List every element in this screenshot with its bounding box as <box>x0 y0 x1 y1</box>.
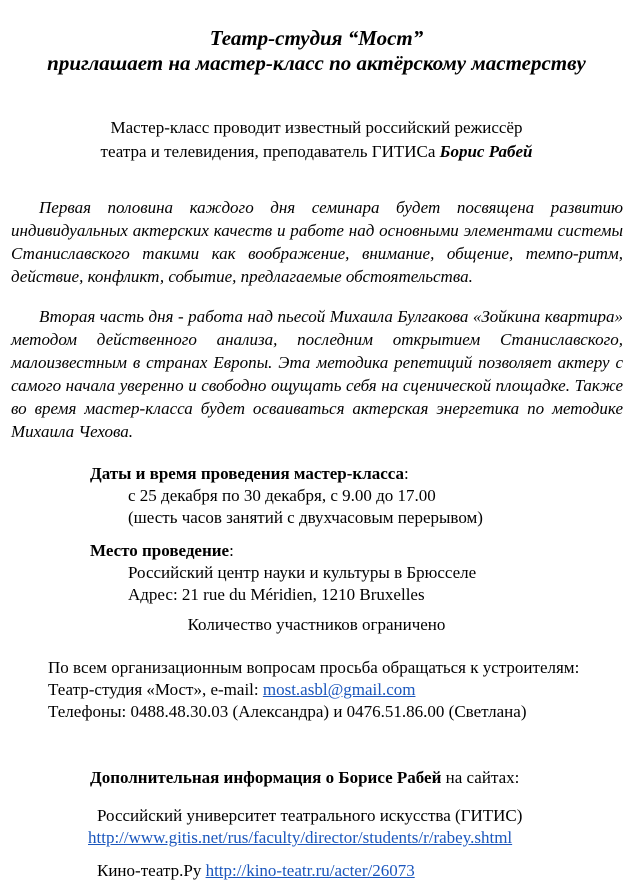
paragraph-first-half-of-day: Первая половина каждого дня семинара будет посвящена развитию индивидуальных актерских качеств и работе над основными элементами системы Станиславского такими как воображение, внимание, общение, темпо-ритм, действие, конфликт, событие, предлагаемые обстоятельства. <box>11 198 623 286</box>
more-info-heading-bold: Дополнительная информация о Борисе Рабей <box>90 768 442 787</box>
kino-teatr-site-name: Кино-театр.Ру <box>97 861 206 880</box>
venue-heading-line <box>90 540 633 562</box>
more-info-heading-regular: на сайтах: <box>441 768 520 787</box>
contacts-intro-line: По всем организационным вопросам просьба обращаться к устроителям: <box>48 658 580 677</box>
kino-teatr-site-block <box>97 860 633 882</box>
intro-line-1: Мастер-класс проводит известный российский режиссёр <box>110 118 523 137</box>
gitis-site-block <box>88 805 633 849</box>
title-line-1: Театр-студия “Мост” <box>209 26 424 50</box>
gitis-link[interactable]: http://www.gitis.net/rus/faculty/director/students/r/rabey.shtml <box>88 828 513 847</box>
contacts-phones-line: Телефоны: 0488.48.30.03 (Александра) и 0476.51.86.00 (Светлана) <box>48 702 527 721</box>
participants-note: Количество участников ограничено <box>187 615 446 634</box>
venue-heading-colon: : <box>229 541 234 560</box>
more-info-heading-line <box>90 767 633 789</box>
title-line-2: приглашает на мастер-класс по актёрскому мастерству <box>47 51 586 75</box>
presenter-intro <box>0 116 633 164</box>
gitis-link-line <box>88 827 633 849</box>
dates-detail-2: (шесть часов занятий с двухчасовым перерывом) <box>128 508 483 527</box>
venue-address: Адрес: 21 rue du Méridien, 1210 Bruxelles <box>128 585 425 604</box>
intro-line-2 <box>0 140 633 164</box>
email-link[interactable]: most.asbl@gmail.com <box>262 680 416 699</box>
dates-heading-line <box>90 463 633 485</box>
document-title <box>0 26 633 76</box>
venue-section <box>90 540 633 606</box>
gitis-site-name: Российский университет театрального искусства (ГИТИС) <box>97 806 523 825</box>
contacts-email-prefix: Театр-студия «Мост», e-mail: <box>48 680 263 699</box>
dates-detail-1: с 25 декабря по 30 декабря, с 9.00 до 17.00 <box>128 486 436 505</box>
dates-heading-colon: : <box>404 464 409 483</box>
presenter-name: Борис Рабей <box>439 142 533 161</box>
dates-section <box>90 463 633 529</box>
contacts-section <box>48 657 633 723</box>
paragraph-second-half-of-day: Вторая часть дня - работа над пьесой Михаила Булгакова «Зойкина квартира» методом действенного анализа, последним открытием Станиславского, малоизвестным в странах Европы. Эта методика репетиций позволяет актеру с самого начала уверенно и свободно ощущать себя на сценической площадке. Также во время мастер-класса будет осваиваться актерская энергетика по методике Михаила Чехова. <box>11 307 623 441</box>
venue-name: Российский центр науки и культуры в Брюсселе <box>128 563 477 582</box>
contacts-email-line <box>48 679 633 701</box>
venue-heading: Место проведение <box>90 541 230 560</box>
kino-teatr-link[interactable]: http://kino-teatr.ru/acter/26073 <box>205 861 415 880</box>
dates-heading: Даты и время проведения мастер-класса <box>90 464 405 483</box>
intro-line-2-text: театра и телевидения, преподаватель ГИТИСа <box>100 142 440 161</box>
